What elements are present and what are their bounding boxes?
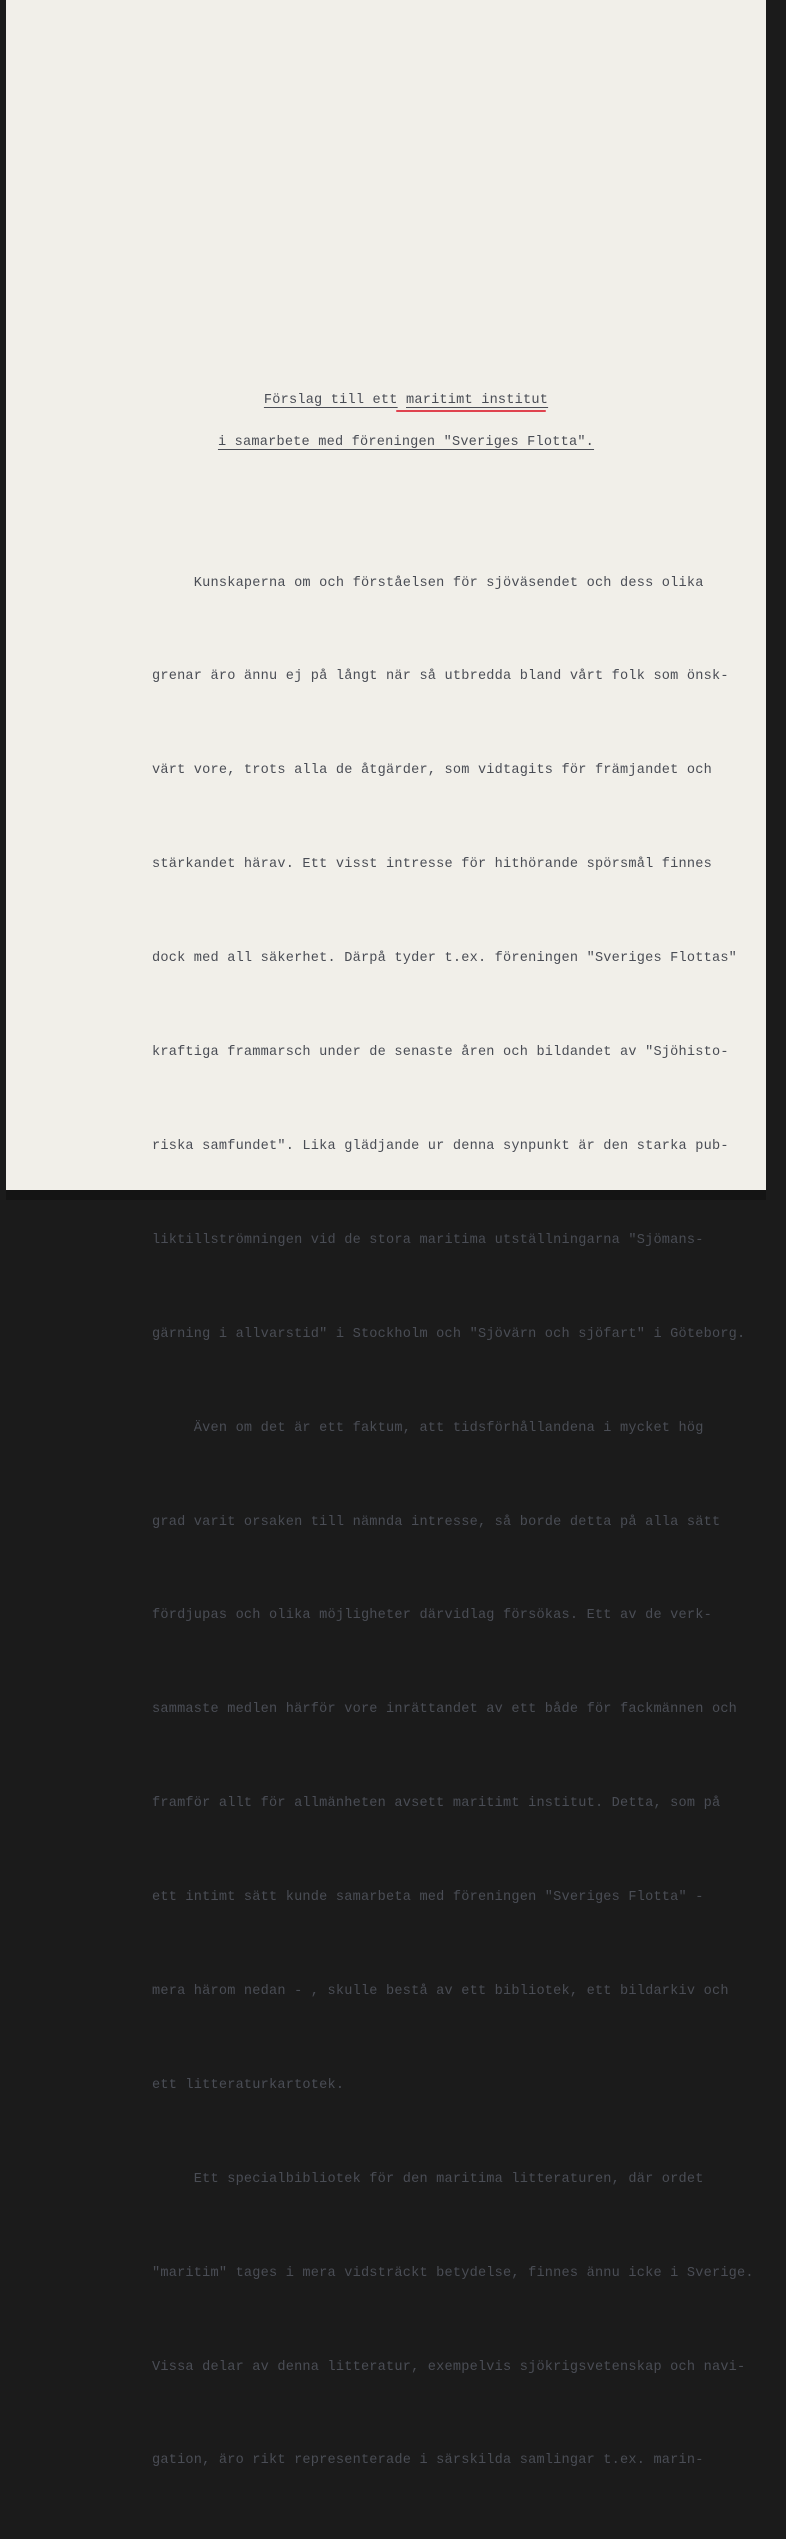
text-line: riska samfundet". Lika glädjande ur denna synpunkt är den starka pub- [152, 1138, 729, 1154]
text-line: ett intimt sätt kunde samarbeta med föreningen "Sveriges Flotta" - [152, 1890, 704, 1906]
text-line: grad varit orsaken till nämnda intresse, så borde detta på alla sätt [152, 1514, 721, 1530]
text-line: gation, äro rikt representerade i särskilda samlingar t.ex. marin- [152, 2453, 704, 2469]
text-line: "maritim" tages i mera vidsträckt betydelse, finnes ännu icke i Sverige. [152, 2265, 754, 2281]
text-line: fördjupas och olika möjligheter därvidlag försökas. Ett av de verk- [152, 1608, 712, 1624]
document-page [6, 0, 766, 2469]
document-title [26, 393, 786, 408]
subtitle-text: i samarbete med föreningen "Sveriges Flotta". [217, 435, 595, 450]
text-line: stärkandet härav. Ett visst intresse för hithörande spörsmål finnes [152, 857, 712, 873]
text-line: sammaste medlen härför vore inrättandet av ett både för fackmännen och [152, 1702, 738, 1718]
text-line: värt vore, trots alla de åtgärder, som vidtagits för främjandet och [152, 763, 712, 779]
scan-border [6, 1190, 766, 1200]
text-line: kraftiga frammarsch under de senaste åren och bildandet av "Sjöhisto- [152, 1045, 729, 1061]
text-line: Ett specialbibliotek för den maritima litteraturen, där ordet [152, 2171, 704, 2187]
title-part-2: maritimt institut [406, 393, 549, 408]
text-line: gärning i allvarstid" i Stockholm och "Sjövärn och sjöfart" i Göteborg. [152, 1326, 746, 1342]
text-line: liktillströmningen vid de stora maritima utställningarna "Sjömans- [152, 1232, 704, 1248]
text-line: grenar äro ännu ej på långt när så utbredda bland vårt folk som önsk- [152, 669, 729, 685]
red-pencil-underline [396, 410, 546, 412]
body-text [152, 505, 754, 2539]
text-line: mera härom nedan - , skulle bestå av ett bibliotek, ett bildarkiv och [152, 1983, 729, 1999]
text-line: dock med all säkerhet. Därpå tyder t.ex. föreningen "Sveriges Flottas" [152, 951, 738, 967]
document-subtitle [26, 435, 786, 450]
text-line: ett litteraturkartotek. [152, 2077, 345, 2093]
text-line: Kunskaperna om och förståelsen för sjöväsendet och dess olika [152, 575, 704, 591]
text-line: framför allt för allmänheten avsett maritimt institut. Detta, som på [152, 1796, 721, 1812]
title-part-1: Förslag till ett [263, 393, 398, 408]
text-line: Vissa delar av denna litteratur, exempelvis sjökrigsvetenskap och navi- [152, 2359, 746, 2375]
text-line: Även om det är ett faktum, att tidsförhållandena i mycket hög [152, 1420, 704, 1436]
